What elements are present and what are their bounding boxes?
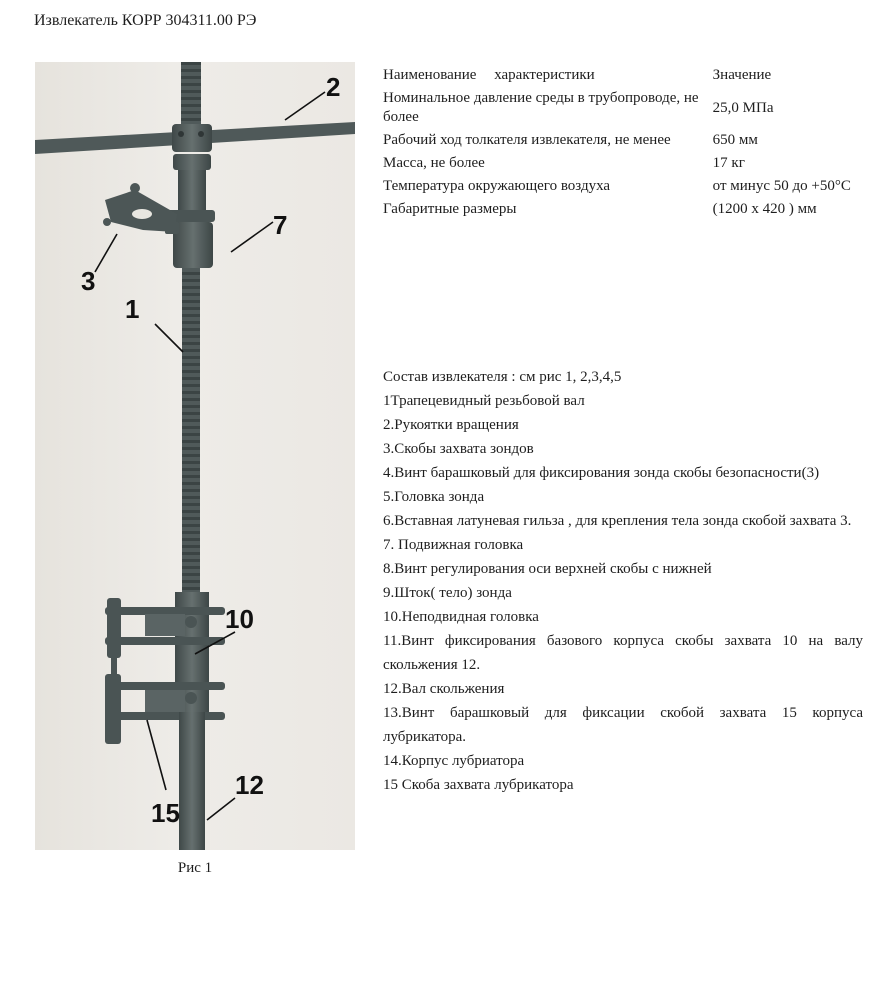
table-row [383,198,863,221]
list-item: 13.Винт барашковый для фиксации скобой захвата 15 корпуса лубрикатора. [383,705,863,745]
document-title: Извлекатель КОРР 304311.00 РЭ [34,12,257,29]
table-header-row [383,64,863,87]
row-name: Рабочий ход толкателя извлекателя, не менее [383,132,671,148]
list-item: 7. Подвижная головка [383,537,524,553]
fixed-head-clamps [105,592,225,744]
figure-photo [35,62,355,850]
callout-label: 2 [326,72,341,102]
callout-label: 10 [225,604,254,634]
table-row [383,175,863,198]
row-name: Масса, не более [383,155,485,171]
list-item: 3.Скобы захвата зондов [383,441,534,457]
probe-clamp [103,183,179,234]
list-item: 2.Рукоятки вращения [383,417,519,433]
header-name: Наименование характеристики [383,67,595,83]
sliding-shaft [179,712,205,850]
list-item: 1Трапецевидный резьбовой вал [383,393,585,409]
row-name: Габаритные размеры [383,201,517,217]
row-name: Номинальное давление среды в трубопроводе, не более [383,90,699,125]
list-item: 12.Вал скольжения [383,681,505,697]
list-item: 9.Шток( тело) зонда [383,585,512,601]
list-item: 14.Корпус лубриатора [383,753,525,769]
row-value: от минус 50 до +50°С [712,178,851,194]
callout-label: 3 [81,266,96,296]
header-value: Значение [712,67,772,83]
list-item: 5.Головка зонда [383,489,485,505]
list-item: 6.Вставная латуневая гильза , для крепления тела зонда скобой захвата 3. [383,513,852,529]
list-item: 15 Скоба захвата лубрикатора [383,777,574,793]
list-item: 8.Винт регулирования оси верхней скобы с нижней [383,561,712,577]
callout-label: 1 [125,294,140,324]
row-value: (1200 х 420 ) мм [712,201,817,217]
row-value: 17 кг [712,155,745,171]
spec-table [383,64,863,221]
threaded-shaft [182,268,200,598]
row-value: 25,0 МПа [712,99,774,116]
composition-list [383,365,863,797]
row-name: Температура окружающего воздуха [383,178,611,194]
callout-label: 12 [235,770,264,800]
table-row [383,152,863,175]
callout-label: 7 [273,210,288,240]
list-item: 11.Винт фиксирования базового корпуса скобы захвата 10 на валу скольжения 12. [383,633,863,673]
composition-heading: Состав извлекателя : см рис 1, 2,3,4,5 [383,369,622,385]
callout-label: 15 [151,798,180,828]
figure-caption: Рис 1 [177,860,213,876]
extractor-photo-illustration [35,62,355,850]
list-item: 4.Винт барашковый для фиксирования зонда скобы безопасности(3) [383,465,820,481]
table-row [383,129,863,152]
row-value: 650 мм [712,132,758,148]
table-row [383,87,863,129]
list-item: 10.Неподвидная головка [383,609,539,625]
